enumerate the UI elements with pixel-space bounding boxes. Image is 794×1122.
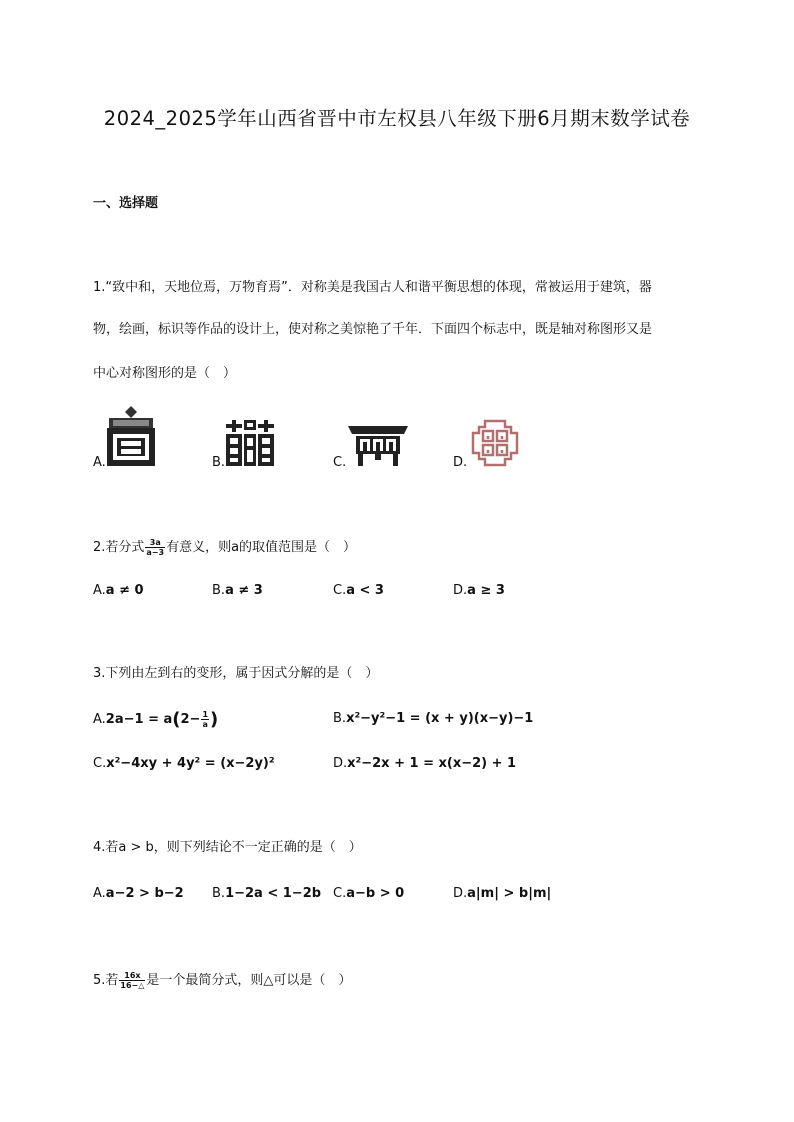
q2-fraction-den: a−3 [146,548,165,557]
q5-prefix: 5.若 [93,973,119,988]
page-title: 2024_2025学年山西省晋中市左权县八年级下册6月期末数学试卷 [103,107,691,130]
q3-stem: 3.下列由左到右的变形，属于因式分解的是（ ） [93,666,379,681]
q3-option-c: C.x²−4xy + 4y² = (x−2y)² [93,756,275,771]
q2-option-a: A.a ≠ 0 [93,583,144,598]
emblem-c-icon [348,424,408,466]
q2-suffix: 有意义，则a的取值范围是（ ） [166,540,357,555]
q5-fraction-num: 16x [119,971,145,981]
q3-option-a: A.2a−1 = a(2− $\frac{1}{a}$ ) [93,709,219,730]
section-heading: 一、选择题 [93,196,159,211]
q2-fraction-num: 3a [145,538,165,548]
q4-option-a: A.a−2 > b−2 [93,886,184,901]
q2-option-b: B.a ≠ 3 [212,583,263,598]
q4-stem: 4.若a > b，则下列结论不一定正确的是（ ） [93,840,362,855]
emblem-b-icon [226,420,274,466]
q3-option-b: B.x²−y²−1 = (x + y)(x−y)−1 [333,711,534,726]
q1-option-c-label: C. [333,455,347,470]
q1-line2: 物，绘画，标识等作品的设计上，使对称之美惊艳了千年．下面四个标志中，既是轴对称图形又是 [93,322,653,337]
q2-option-d: D.a ≥ 3 [453,583,505,598]
q1-option-b-label: B. [212,455,226,470]
q5-fraction-den: 16−△ [120,981,145,990]
q1-line3: 中心对称图形的是（ ） [93,366,237,381]
q2-fraction [145,538,165,557]
emblem-a-icon [105,404,157,466]
q2-option-c: C.a < 3 [333,583,384,598]
q4-option-d: D.a|m| > b|m| [453,886,552,901]
q5-stem [93,971,351,990]
q3-option-d: D.x²−2x + 1 = x(x−2) + 1 [333,756,517,771]
q5-fraction [119,971,145,990]
q2-prefix: 2.若分式 [93,540,145,555]
q5-suffix: 是一个最简分式，则△可以是（ ） [146,973,352,988]
q1-option-a-label: A. [93,455,106,470]
emblem-d-icon [471,419,519,467]
q4-option-b: B.1−2a < 1−2b [212,886,322,901]
q4-option-c: C.a−b > 0 [333,886,405,901]
q1-line1: 1.“致中和，天地位焉，万物育焉”．对称美是我国古人和谐平衡思想的体现，常被运用于建筑，器 [93,280,652,295]
q1-option-d-label: D. [453,455,468,470]
q2-stem [93,538,356,557]
